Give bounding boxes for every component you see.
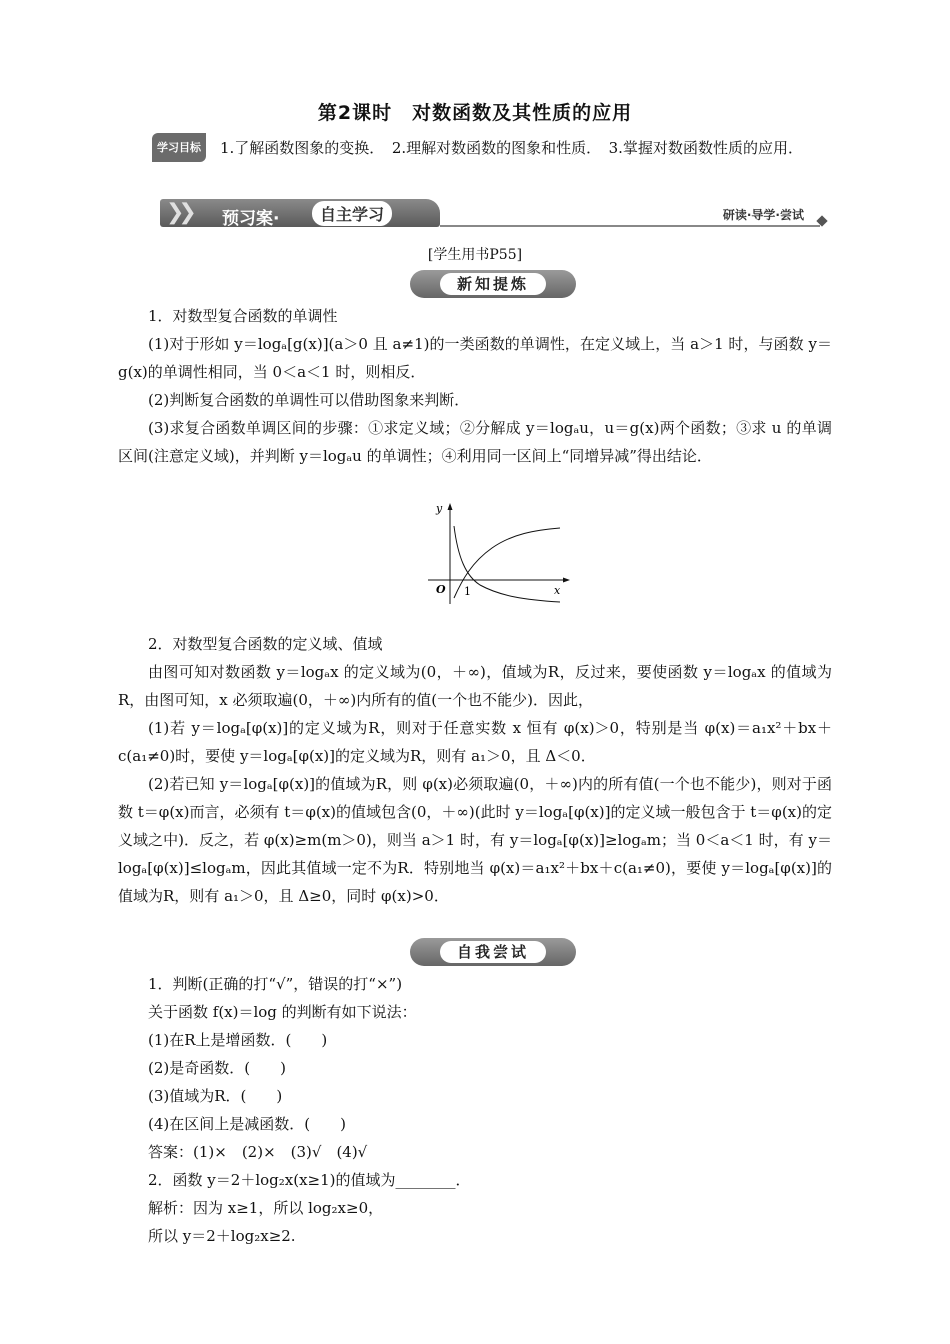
s2-paragraph-1: 由图可知对数函数 y＝logₐx 的定义域为(0，＋∞)，值域为R，反过来，要使函数 y＝logₐx 的值域为R，由图可知，x 必须取遍(0，＋∞)内所有的值(一个也不能少)．因此， [118,663,832,709]
banner-label: 预习案· [222,209,280,229]
learning-goals [118,133,832,162]
s2-heading: 2．对数型复合函数的定义域、值域 [148,635,383,653]
pill-label: 自我尝试 [440,941,546,963]
s1-paragraph-1: (1)对于形如 y＝logₐ[g(x)](a＞0 且 a≠1)的一类函数的单调性，在定义域上，当 a＞1 时，与函数 y＝g(x)的单调性相同，当 0＜a＜1 时，则相反． [118,335,832,381]
pill-label: 新知提炼 [440,273,546,295]
q1-item: (4)在区间上是减函数．( ) [148,1115,346,1133]
chevron-right-icon: ❯❯ [166,200,191,225]
banner-sublabel: 自主学习 [312,201,392,226]
s2-paragraph-3: (2)若已知 y＝logₐ[φ(x)]的值域为R，则 φ(x)必须取遍(0，＋∞)内的所有值(一个也不能少)，则对于函数 t＝φ(x)而言，必须有 t＝φ(x)的值域包含(0，＋∞)(此时 y＝logₐ[φ(x)]的定义域一般包含于 t＝φ(x)的定义域之中)．反之，若 φ(x)≥m(m＞0)，则当 a＞1 时，有 y＝logₐ[φ(x)]≥logₐm；当 0＜a＜1 时，有 y＝logₐ[φ(x)]≤logₐm，因此其值域一定不为R．特别地当 φ(x)＝a₁x²＋bx＋c(a₁≠0)，要使 y＝logₐ[φ(x)]的值域为R，则有 a₁＞0，且 Δ≥0，同时 φ(x)>0． [118,775,832,905]
banner-body [160,199,440,227]
s1-heading: 1．对数型复合函数的单调性 [148,307,338,325]
banner-divider [440,225,820,227]
x-axis-arrow-icon [563,578,570,583]
s1-paragraph-2: (2)判断复合函数的单调性可以借助图象来判断． [148,391,470,409]
section-banner [160,195,830,231]
tick-label-one: 1 [464,585,471,598]
banner-right-text: 研读·导学·尝试 [722,208,804,222]
q2-solution-line-2: 所以 y＝2＋log₂x≥2. [148,1227,296,1245]
y-axis-label: y [436,502,443,515]
q1-item: (2)是奇函数．( ) [148,1059,286,1077]
y-axis-arrow-icon [448,503,453,510]
q1-answer: 答案：(1)× (2)× (3)√ (4)√ [148,1143,368,1161]
x-axis-label: x [554,584,561,597]
q2-question: 2．函数 y＝2＋log₂x(x≥1)的值域为________． [148,1171,471,1189]
q2-solution-line-1: 解析：因为 x≥1，所以 log₂x≥0， [148,1199,384,1217]
goals-text: 1.了解函数图象的变换． 2.理解对数函数的图象和性质． 3.掌握对数函数性质的应用． [220,139,803,157]
q1-item: (3)值域为R．( ) [148,1087,283,1105]
goals-badge: 学习目标 [152,133,206,162]
s1-paragraph-3: (3)求复合函数单调区间的步骤：①求定义域；②分解成 y＝logₐu，u＝g(x)两个函数；③求 u 的单调区间(注意定义域)，并判断 y＝logₐu 的单调性；④利用同一区间上“同增异减”得出结论． [118,419,832,465]
origin-label: O [436,583,446,596]
book-reference: [学生用书P55] [427,247,523,263]
s2-paragraph-2: (1)若 y＝logₐ[φ(x)]的定义域为R，则对于任意实数 x 恒有 φ(x)＞0，特别是当 φ(x)＝a₁x²＋bx＋c(a₁≠0)时，要使 y＝logₐ[φ(x)]的定义域为R，则有 a₁＞0，且 Δ＜0． [118,719,832,765]
log-function-graph [420,500,570,610]
q1-heading: 1．判断(正确的打“√”，错误的打“×”) [148,975,403,993]
section-pill-new-knowledge [410,270,576,298]
page-title: 第2课时 对数函数及其性质的应用 [317,102,633,124]
section-pill-self-test [410,938,576,966]
q1-intro: 关于函数 f(x)＝log 的判断有如下说法： [148,1003,417,1021]
q1-item: (1)在R上是增函数．( ) [148,1031,328,1049]
